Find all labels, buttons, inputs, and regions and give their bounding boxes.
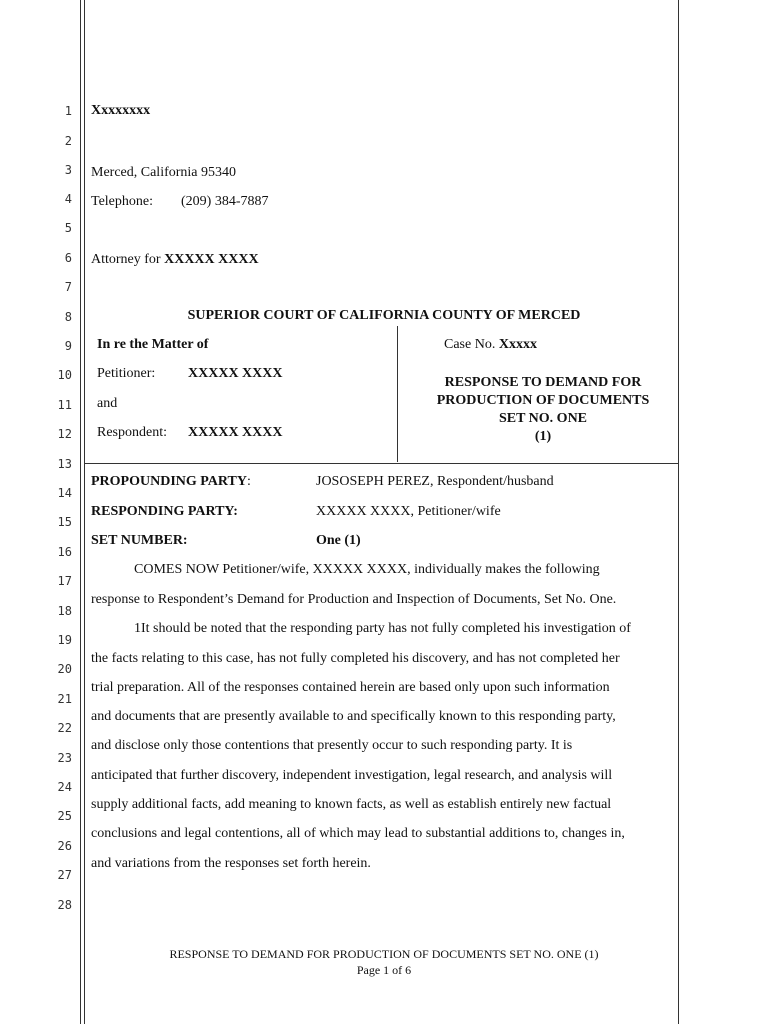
line-number: 14 [57, 486, 72, 500]
propounding-party-value: JOSOSEPH PEREZ, Respondent/husband [316, 474, 554, 489]
line-number: 11 [57, 398, 72, 412]
left-margin-rule-outer [80, 0, 81, 1024]
set-number-label: SET NUMBER: [91, 533, 188, 548]
line-number: 24 [57, 780, 72, 794]
body-line: conclusions and legal contentions, all of which may lead to substantial additions to, changes in, [91, 826, 625, 841]
line-number: 19 [57, 633, 72, 647]
petitioner-name: XXXXX XXXX [188, 366, 283, 381]
line-number: 13 [57, 457, 72, 471]
line-number: 5 [64, 221, 72, 235]
line-number: 25 [57, 809, 72, 823]
left-margin-rule-inner [84, 0, 85, 1024]
attorney-for-line [91, 251, 259, 269]
line-number: 26 [57, 839, 72, 853]
line-number: 28 [57, 898, 72, 912]
and-text: and [97, 396, 118, 411]
line-number: 6 [64, 251, 72, 265]
body-line: the facts relating to this case, has not fully completed his discovery, and has not completed her [91, 651, 620, 666]
line-number: 20 [57, 662, 72, 676]
footer-title: RESPONSE TO DEMAND FOR PRODUCTION OF DOCUMENTS SET NO. ONE (1) [169, 947, 599, 961]
right-margin-rule [678, 0, 679, 1024]
body-line: COMES NOW Petitioner/wife, XXXXX XXXX, individually makes the following [134, 562, 600, 577]
line-number: 8 [64, 310, 72, 324]
body-line: trial preparation. All of the responses contained herein are based only upon such information [91, 680, 610, 695]
line-number: 27 [57, 868, 72, 882]
court-title: SUPERIOR COURT OF CALIFORNIA COUNTY OF MERCED [187, 308, 581, 323]
line-number: 21 [57, 692, 72, 706]
set-number-value: One (1) [316, 533, 361, 548]
line-number: 3 [64, 163, 72, 177]
line-number: 2 [64, 134, 72, 148]
attorney-name: Xxxxxxxx [91, 103, 151, 118]
line-number: 1 [64, 104, 72, 118]
case-number-line [444, 336, 537, 354]
propounding-party-label [91, 473, 251, 491]
line-number: 7 [64, 280, 72, 294]
line-number: 9 [64, 339, 72, 353]
line-number: 4 [64, 192, 72, 206]
respondent-label: Respondent: [97, 425, 167, 440]
case-number: Xxxxx [498, 337, 537, 352]
line-number: 22 [57, 721, 72, 735]
case-number-label: Case No. [444, 337, 496, 352]
body-line: and documents that are presently available to and specifically known to this responding party, [91, 709, 616, 724]
doc-title-line-3: SET NO. ONE [498, 411, 588, 426]
footer-page-number: Page 1 of 6 [356, 963, 412, 977]
attorney-client-name: XXXXX XXXX [164, 252, 259, 267]
attorney-for-label: Attorney for [91, 252, 161, 267]
body-line: and disclose only those contentions that presently occur to such responding party. It is [91, 738, 573, 753]
telephone-number: (209) 384-7887 [181, 194, 269, 209]
petitioner-label: Petitioner: [97, 366, 156, 381]
caption-bottom-rule [85, 463, 678, 464]
telephone-label: Telephone: [91, 194, 153, 209]
line-number: 15 [57, 515, 72, 529]
body-line: anticipated that further discovery, independent investigation, legal research, and analysis will [91, 768, 613, 783]
line-number: 12 [57, 427, 72, 441]
line-number: 16 [57, 545, 72, 559]
propounding-label-text: PROPOUNDING PARTY [91, 474, 247, 489]
matter-heading: In re the Matter of [97, 337, 209, 352]
responding-party-value: XXXXX XXXX, Petitioner/wife [316, 504, 501, 519]
attorney-city: Merced, California 95340 [91, 165, 237, 180]
doc-title-line-2: PRODUCTION OF DOCUMENTS [436, 393, 650, 408]
body-line: supply additional facts, add meaning to known facts, as well as establish entirely new factual [91, 797, 612, 812]
respondent-name: XXXXX XXXX [188, 425, 283, 440]
doc-title-line-4: (1) [534, 429, 552, 444]
propounding-label-colon: : [246, 474, 251, 489]
body-line: and variations from the responses set forth herein. [91, 856, 371, 871]
line-number: 18 [57, 604, 72, 618]
body-line: response to Respondent’s Demand for Production and Inspection of Documents, Set No. One. [91, 592, 617, 607]
body-line: 1It should be noted that the responding party has not fully completed his investigation of [134, 621, 631, 636]
responding-party-label: RESPONDING PARTY: [91, 504, 238, 519]
doc-title-line-1: RESPONSE TO DEMAND FOR [444, 375, 642, 390]
line-number: 23 [57, 751, 72, 765]
line-number: 10 [57, 368, 72, 382]
line-number: 17 [57, 574, 72, 588]
